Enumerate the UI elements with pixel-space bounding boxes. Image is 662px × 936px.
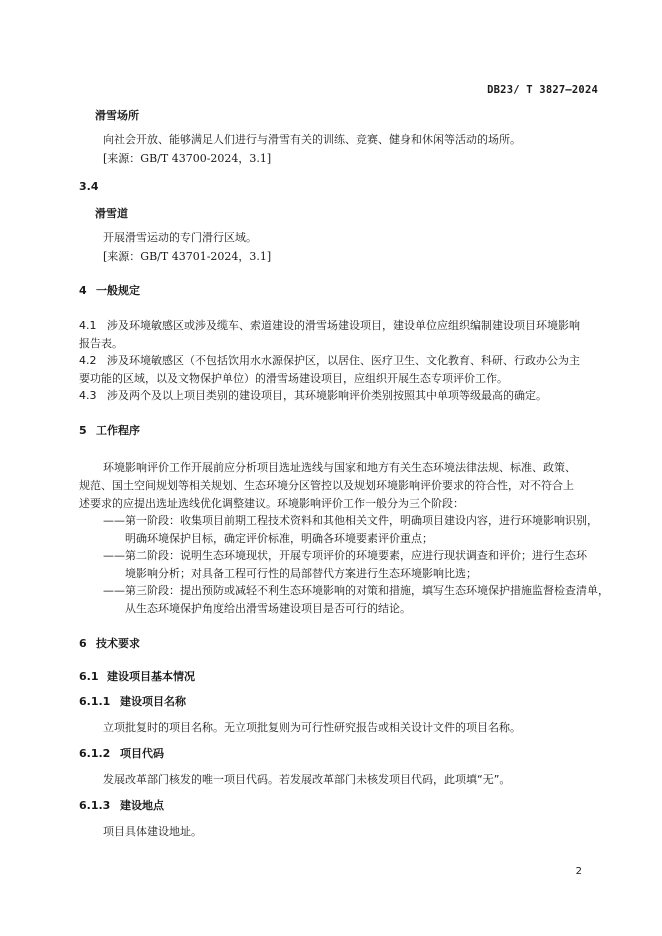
subsection-number: 6.1.3 <box>79 799 111 812</box>
subsection-number: 6.1.1 <box>79 695 111 708</box>
term-ski-run: 滑雪道 <box>95 207 128 220</box>
source-ski-resort: [来源：GB/T 43700-2024，3.1] <box>103 152 272 165</box>
section-title-procedure: 工作程序 <box>96 424 140 437</box>
section-number-6: 6 <box>79 637 87 650</box>
paragraph-line: 规范、国土空间规划等相关规划、生态环境分区管控以及规划环境影响评价要求的符合性，对不符合上 <box>79 479 574 492</box>
subsection-title: 项目代码 <box>120 747 164 760</box>
subsection-title: 建设项目名称 <box>120 695 186 708</box>
subsection-number: 6.1.2 <box>79 747 111 760</box>
subsection-title: 建设项目基本情况 <box>107 670 195 683</box>
paragraph-line: 述要求的应提出选址选线优化调整建议。环境影响评价工作一般分为三个阶段： <box>79 497 464 510</box>
section-title-general: 一般规定 <box>96 284 140 297</box>
subsection-text: 项目具体建设地址。 <box>103 825 202 838</box>
stage-item-continued: 境影响分析；对具备工程可行性的局部替代方案进行生态环境影响比选； <box>125 567 477 580</box>
term-ski-resort: 滑雪场所 <box>95 109 139 122</box>
section-number-5: 5 <box>79 424 87 437</box>
definition-ski-resort: 向社会开放、能够满足人们进行与滑雪有关的训练、竞赛、健身和休闲等活动的场所。 <box>103 133 521 146</box>
document-code-header: DB23/ T 3827—2024 <box>487 84 598 96</box>
source-ski-run: [来源：GB/T 43701-2024，3.1] <box>103 250 272 263</box>
clause-text: 报告表。 <box>79 337 123 350</box>
subsection-text: 发展改革部门核发的唯一项目代码。若发展改革部门未核发项目代码，此项填“无”。 <box>103 773 511 786</box>
clause-number: 4.3 <box>79 389 97 402</box>
stage-item: ——第一阶段：收集项目前期工程技术资料和其他相关文件，明确项目建设内容，进行环境影响识别， <box>103 514 598 527</box>
stage-item: ——第三阶段：提出预防或减轻不利生态环境影响的对策和措施，填写生态环境保护措施监督检查清单， <box>103 584 609 597</box>
subsection-text: 立项批复时的项目名称。无立项批复则为可行性研究报告或相关设计文件的项目名称。 <box>103 721 521 734</box>
clause-text: 涉及两个及以上项目类别的建设项目，其环境影响评价类别按照其中单项等级最高的确定。 <box>107 389 547 402</box>
page-number: 2 <box>575 866 582 877</box>
paragraph-line: 环境影响评价工作开展前应分析项目选址选线与国家和地方有关生态环境法律法规、标准、政策、 <box>103 461 576 474</box>
clause-text: 要功能的区域，以及文物保护单位）的滑雪场建设项目，应组织开展生态专项评价工作。 <box>79 372 508 385</box>
section-number-4: 4 <box>79 284 87 297</box>
stage-item-continued: 明确环境保护目标，确定评价标准，明确各环境要素评价重点； <box>125 532 433 545</box>
clause-number: 4.1 <box>79 319 97 332</box>
clause-text: 涉及环境敏感区（不包括饮用水水源保护区，以居住、医疗卫生、文化教育、科研、行政办公为主 <box>107 354 580 367</box>
stage-item-continued: 从生态环境保护角度给出滑雪场建设项目是否可行的结论。 <box>125 602 411 615</box>
stage-item: ——第二阶段：说明生态环境现状，开展专项评价的环境要素，应进行现状调查和评价；进行生态环 <box>103 549 587 562</box>
clause-number: 4.2 <box>79 354 97 367</box>
subsection-title: 建设地点 <box>120 799 164 812</box>
clause-text: 涉及环境敏感区或涉及缆车、索道建设的滑雪场建设项目，建设单位应组织编制建设项目环境影响 <box>107 319 580 332</box>
section-number-3-4: 3.4 <box>79 180 99 193</box>
subsection-number: 6.1 <box>79 670 99 683</box>
definition-ski-run: 开展滑雪运动的专门滑行区域。 <box>103 231 257 244</box>
section-title-technical: 技术要求 <box>96 637 140 650</box>
